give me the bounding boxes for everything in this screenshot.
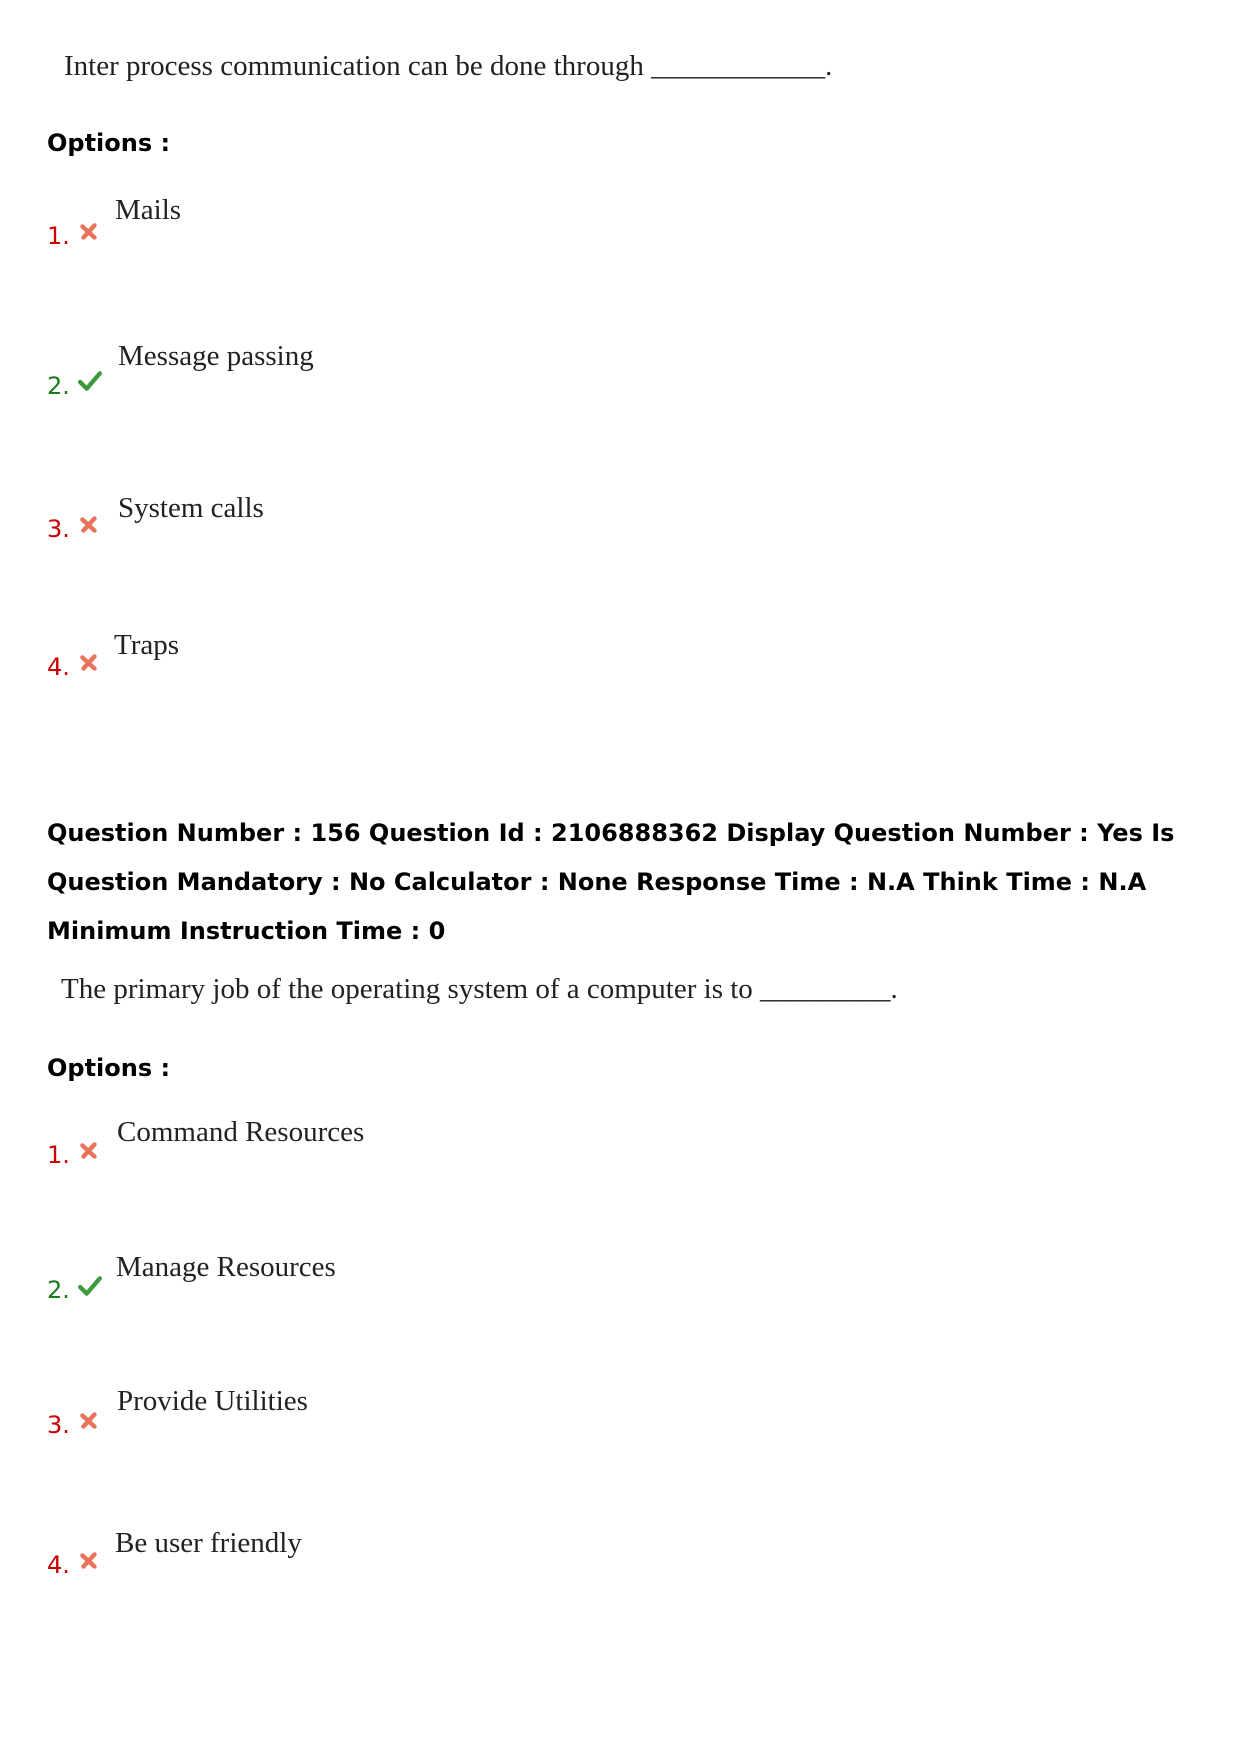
option-text: Message passing [118,340,314,372]
option-text: Traps [114,629,180,661]
question-text: The primary job of the operating system of a computer is to _________. [61,973,898,1005]
option-text: Mails [115,194,182,226]
cross-icon [78,221,100,243]
question-meta: Question Number : 156 Question Id : 2106888362 Display Question Number : Yes Is Question Mandatory : No Calculator : None Response Time : N.A Think Time : N.A Minimum Instruction Time : 0 [47,819,1175,945]
option-number: 3. [47,515,70,543]
option-text: Command Resources [117,1116,365,1148]
cross-icon [78,514,100,536]
option-number: 4. [47,653,70,681]
option-number: 1. [47,222,70,250]
check-icon [78,370,102,392]
question-text: Inter process communication can be done through ____________. [64,50,833,82]
check-icon [78,1275,102,1297]
options-heading: Options : [47,1054,171,1082]
options-heading: Options : [47,129,171,157]
option-number: 1. [47,1141,70,1169]
option-text: System calls [118,492,264,524]
option-number: 2. [47,372,70,400]
cross-icon [78,1410,100,1432]
option-text: Provide Utilities [117,1385,308,1417]
option-text: Manage Resources [116,1251,336,1283]
cross-icon [78,1550,100,1572]
option-number: 4. [47,1551,70,1579]
option-number: 2. [47,1276,70,1304]
option-text: Be user friendly [115,1527,302,1559]
option-number: 3. [47,1411,70,1439]
cross-icon [78,652,100,674]
cross-icon [78,1140,100,1162]
